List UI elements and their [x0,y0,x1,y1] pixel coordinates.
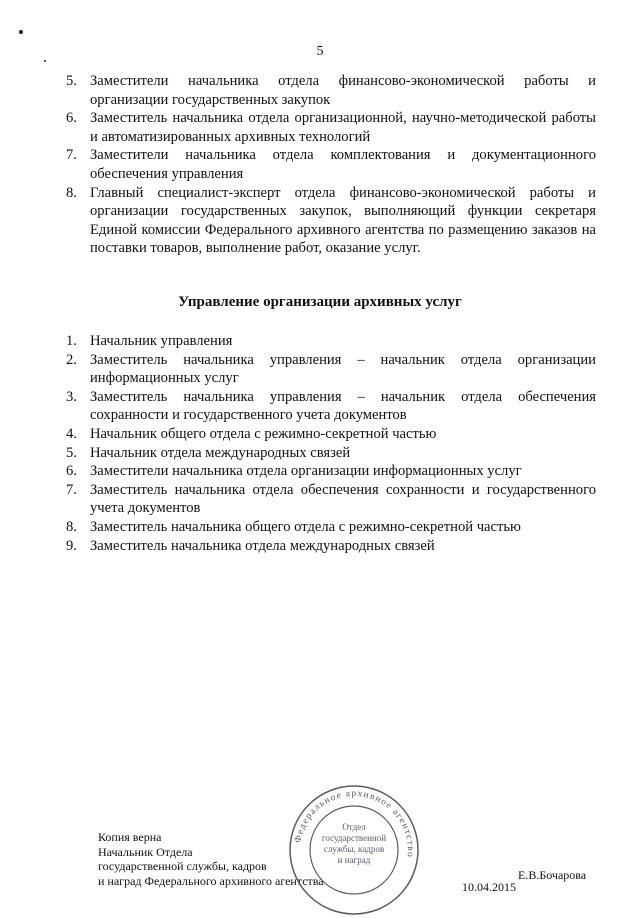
certification-date: 10.04.2015 [462,880,516,894]
list-item-number: 8. [66,518,77,535]
list-item-number: 1. [66,333,77,349]
official-stamp [286,782,422,918]
list-item-text: Заместитель начальника общего отдела с режимно-секретной частью [90,518,521,535]
list-item-text: Главный специалист-эксперт отдела финансово-экономической работы и организации государственных закупок, выполняющий функции секретаря Единой комиссии Федерального архивного агентства по размещению заказов на поставки товаров, выполнение работ, оказание услуг. [90,184,596,257]
scan-speck [44,60,46,62]
list-item [66,388,596,425]
list-item [66,109,596,146]
list-item [66,146,596,183]
list-item-number: 5. [66,73,77,89]
list-item-text: Начальник отдела международных связей [90,444,351,461]
scan-speck [19,30,23,34]
list-item [66,518,596,537]
footer-line: и наград Федерального архивного агентства [98,873,324,888]
list-item-text: Заместители начальника отдела организации информационных услуг [90,463,522,480]
signature-name: Е.В.Бочарова [518,868,587,882]
stamp-center-line: Отдел [342,822,366,832]
position-list-top [66,72,596,258]
list-item [66,481,596,518]
stamp-center-line: государственной [321,833,387,843]
list-item-text: Заместители начальника отдела комплектования и документационного обеспечения управления [90,147,596,182]
list-item-text: Заместитель начальника управления – начальник отдела организации информационных услуг [90,351,596,387]
list-item-number: 7. [66,147,77,164]
page-number: 5 [316,44,324,59]
footer-line: Начальник Отдела [98,844,193,859]
list-item-text: Заместитель начальника отдела обеспечения сохранности и государственного учета документов [90,481,596,517]
list-item [66,537,596,556]
stamp-ring-textpath: Федеральное архивное агентство [293,788,416,859]
stamp-center-line: службы, кадров [323,844,385,854]
list-item [66,72,596,109]
list-item-text: Заместители начальника отдела финансово-экономической работы и организации государственных закупок [90,73,596,108]
list-item [66,425,596,444]
list-item [66,351,596,388]
list-item-text: Заместитель начальника отдела организационной, научно-методической работы и автоматизированных архивных технологий [90,110,596,145]
list-item-number: 5. [66,444,77,461]
list-item [66,444,596,463]
list-item [66,332,596,351]
list-item-number: 6. [66,463,77,480]
position-list-bottom [66,332,596,555]
list-item-number: 9. [66,537,77,554]
footer-line: Копия верна [98,830,162,844]
list-item-number: 6. [66,110,77,127]
list-item-number: 4. [66,425,77,442]
stamp-center-line: и наград [337,855,371,865]
list-item-number: 2. [66,351,77,368]
list-item-number: 3. [66,388,77,405]
list-item-text: Начальник общего отдела с режимно-секретной частью [90,425,437,442]
list-item [66,462,596,481]
list-item [66,184,596,258]
list-item-text: Заместитель начальника отдела международных связей [90,537,435,554]
section-heading: Управление организации архивных услуг [178,294,462,310]
list-item-text: Начальник управления [90,333,233,349]
footer-line: государственной службы, кадров [98,859,267,873]
list-item-text: Заместитель начальника управления – начальник отдела обеспечения сохранности и государственного учета документов [90,388,596,424]
list-item-number: 7. [66,481,77,498]
list-item-number: 8. [66,184,77,201]
